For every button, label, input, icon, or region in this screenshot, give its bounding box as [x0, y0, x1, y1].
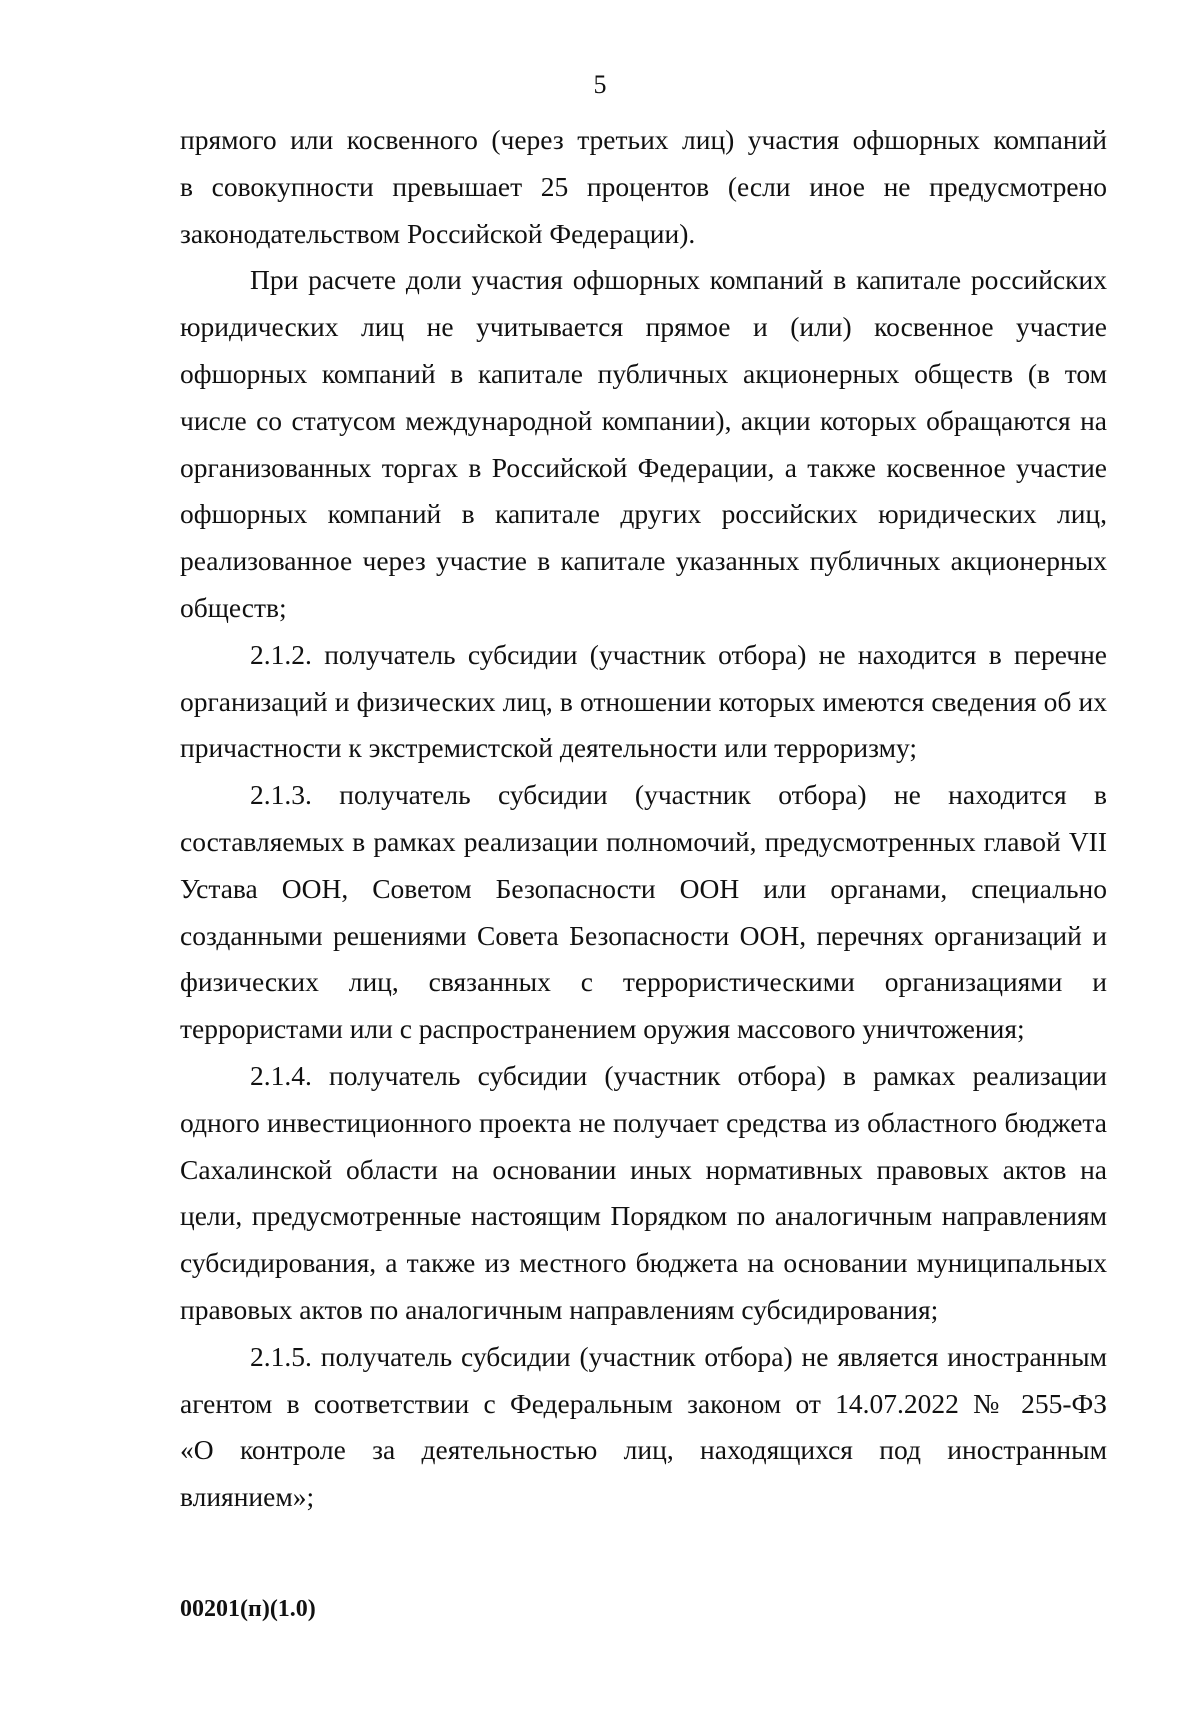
- document-code: 00201(п)(1.0): [180, 1596, 316, 1622]
- text-line: Устава ООН, Советом Безопасности ООН или органами, специально: [180, 872, 1107, 904]
- text-line: террористами или с распространением оружия массового уничтожения;: [180, 1013, 1025, 1045]
- text-line: прямого или косвенного (через третьих лиц) участия офшорных компаний: [180, 124, 1107, 155]
- text-line: созданными решениями Совета Безопасности ООН, перечнях организаций и: [180, 919, 1107, 951]
- text-line: законодательством Российской Федерации).: [180, 217, 696, 249]
- text-line: субсидирования, а также из местного бюджета на основании муниципальных: [180, 1247, 1107, 1279]
- text-line: причастности к экстремистской деятельности или терроризму;: [180, 732, 918, 764]
- text-line: Сахалинской области на основании иных нормативных правовых актов на: [180, 1153, 1107, 1185]
- text-line: влиянием»;: [180, 1481, 315, 1513]
- text-line: реализованное через участие в капитале указанных публичных акционерных: [180, 545, 1107, 577]
- text-line: «О контроле за деятельностью лиц, находящихся под иностранным: [180, 1434, 1107, 1466]
- text-line: в совокупности превышает 25 процентов (если иное не предусмотрено: [180, 170, 1107, 202]
- page-number: 5: [593, 70, 607, 99]
- text-line: 2.1.3. получатель субсидии (участник отбора) не находится в: [250, 779, 1107, 811]
- text-line: составляемых в рамках реализации полномочий, предусмотренных главой VII: [180, 825, 1107, 857]
- text-line: одного инвестиционного проекта не получает средства из областного бюджета: [180, 1106, 1107, 1138]
- text-line: 2.1.2. получатель субсидии (участник отбора) не находится в перечне: [250, 638, 1107, 670]
- text-line: физических лиц, связанных с террористическими организациями и: [180, 966, 1107, 998]
- text-line: правовых актов по аналогичным направлениям субсидирования;: [180, 1293, 939, 1325]
- text-line: цели, предусмотренные настоящим Порядком по аналогичным направлениям: [180, 1200, 1107, 1232]
- text-line: офшорных компаний в капитале публичных акционерных обществ (в том: [180, 357, 1107, 389]
- text-line: агентом в соответствии с Федеральным законом от 14.07.2022 № 255-ФЗ: [180, 1387, 1107, 1419]
- text-line: числе со статусом международной компании), акции которых обращаются на: [180, 404, 1107, 436]
- text-line: организаций и физических лиц, в отношении которых имеются сведения об их: [180, 685, 1107, 717]
- text-line: организованных торгах в Российской Федерации, а также косвенное участие: [180, 451, 1107, 483]
- text-line: юридических лиц не учитывается прямое и (или) косвенное участие: [180, 311, 1107, 343]
- text-line: При расчете доли участия офшорных компаний в капитале российских: [250, 264, 1107, 296]
- document-body: [180, 117, 1107, 1521]
- text-line: офшорных компаний в капитале других российских юридических лиц,: [180, 498, 1107, 530]
- text-line: 2.1.4. получатель субсидии (участник отбора) в рамках реализации: [250, 1059, 1107, 1091]
- text-line: обществ;: [180, 591, 287, 623]
- text-line: 2.1.5. получатель субсидии (участник отбора) не является иностранным: [250, 1340, 1107, 1372]
